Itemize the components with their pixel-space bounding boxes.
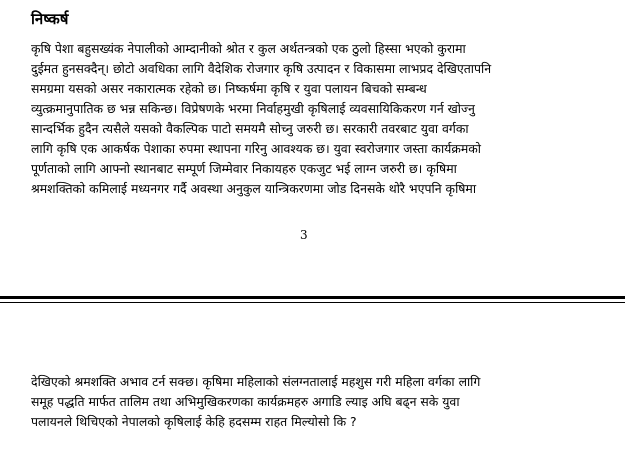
paragraph-conclusion	[31, 39, 606, 199]
page-break-divider	[0, 296, 625, 299]
text-line: दुईमत हुनसक्दैन्। छोटो अवधिका लागि वैदेशिक रोजगार कृषि उत्पादन र विकासमा लाभप्रद देखिएतापनि	[31, 61, 492, 76]
page-break-divider-thin	[0, 302, 625, 303]
text-line: पलायनले थिचिएको नेपालको कृषिलाई केहि हदसम्म राहत मिल्योसो कि ?	[31, 414, 357, 429]
text-line: लागि कृषि एक आकर्षक पेशाका रुपमा स्थापना गरिनु आवश्यक छ। युवा स्वरोजगार जस्ता कार्यक्रमको	[31, 141, 481, 156]
section-heading: निष्कर्ष	[31, 10, 69, 28]
text-line: व्युत्क्रमानुपातिक छ भन्न सकिन्छ। विप्रेषणके भरमा निर्वाहमुखी कृषिलाई व्यवसायिकिकरण गर्न खोज्नु	[31, 101, 475, 116]
text-line: समग्रमा यसको असर नकारात्मक रहेको छ। निष्कर्षमा कृषि र युवा पलायन बिचको सम्बन्ध	[31, 81, 427, 96]
page-number: 3	[300, 228, 308, 242]
text-line: कृषि पेशा बहुसख्यंक नेपालीको आम्दानीको श्रोत र कुल अर्थतन्त्रको एक ठुलो हिस्सा भएको कुरामा	[31, 41, 466, 56]
text-line: सान्दर्भिक हुदैन त्यसैले यसको वैकल्पिक पाटो समयमै सोच्नु जरुरी छ। सरकारी तवरबाट युवा वर्गका	[31, 121, 469, 136]
text-line: देखिएको श्रमशक्ति अभाव टर्न सक्छ। कृषिमा महिलाको संलग्नतालाई महशुस गरी महिला वर्गका लागि	[31, 374, 481, 389]
text-line: श्रमशक्तिको कमिलाई मध्यनगर गर्दै अवस्था अनुकुल यान्त्रिकरणमा जोड दिनसके थोरै भएपनि कृषिमा	[31, 181, 477, 196]
paragraph-continuation	[31, 372, 606, 432]
text-line: समूह पद्धति मार्फत तालिम तथा अभिमुखिकरणका कार्यक्रमहरु अगाडि ल्याइ अघि बढ्न सके युवा	[31, 394, 460, 409]
text-line: पूर्णताको लागि आफ्नो स्थानबाट सम्पूर्ण जिम्मेवार निकायहरु एकजुट भई लाग्न जरुरी छ। कृषिमा	[31, 161, 457, 176]
